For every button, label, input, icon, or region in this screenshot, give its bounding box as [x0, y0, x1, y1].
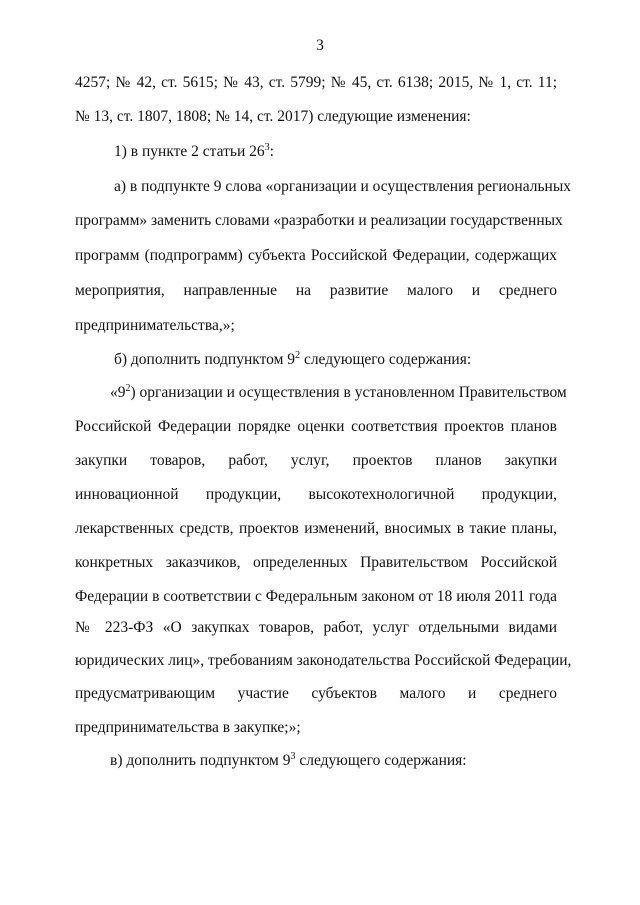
text-line: 4257; № 42, ст. 5615; № 43, ст. 5799; № 45, ст. 6138; 2015, № 1, ст. 11;: [75, 74, 557, 91]
text-line: предпринимательства в закупке;»;: [75, 719, 301, 736]
superscript: 2: [125, 383, 131, 394]
text-line: № 223-ФЗ «О закупках товаров, работ, услуг отдельными видами: [75, 619, 557, 636]
text-line: мероприятия, направленные на развитие малого и среднего: [75, 282, 557, 299]
text-line: программ (подпрограмм) субъекта Российской Федерации, содержащих: [75, 247, 557, 264]
text-line: Российской Федерации порядке оценки соответствия проектов планов: [75, 418, 557, 435]
page-number: 3: [316, 37, 324, 54]
text-line: 1) в пункте 2 статьи $26^3$:: [114, 142, 274, 160]
text-line: Федерации в соответствии с Федеральным законом от 18 июля 2011 года: [75, 588, 557, 605]
text-line: предусматривающим участие субъектов малого и среднего: [75, 685, 557, 702]
text-line: предпринимательства,»;: [75, 317, 235, 334]
text-line: юридических лиц», требованиям законодательства Российской Федерации,: [75, 652, 572, 669]
text-line: в) дополнить подпунктом $9^3$ следующего содержания:: [110, 751, 467, 769]
text-line: программ» заменить словами «разработки и реализации государственных: [75, 212, 563, 229]
text-line: № 13, ст. 1807, 1808; № 14, ст. 2017) следующие изменения:: [75, 108, 471, 125]
text-line: а) в подпункте 9 слова «организации и осуществления региональных: [114, 178, 572, 195]
superscript: 2: [295, 350, 301, 361]
text-line: инновационной продукции, высокотехнологичной продукции,: [75, 486, 557, 503]
text-line: б) дополнить подпунктом $9^2$ следующего содержания:: [114, 350, 472, 368]
superscript: 3: [264, 142, 270, 153]
text-line: «$9^2$) организации и осуществления в установленном Правительством: [110, 383, 567, 401]
text-line: конкретных заказчиков, определенных Правительством Российской: [75, 554, 557, 571]
superscript: 3: [290, 751, 296, 762]
text-line: закупки товаров, работ, услуг, проектов планов закупки: [75, 452, 557, 469]
text-line: лекарственных средств, проектов изменений, вносимых в такие планы,: [75, 520, 557, 537]
